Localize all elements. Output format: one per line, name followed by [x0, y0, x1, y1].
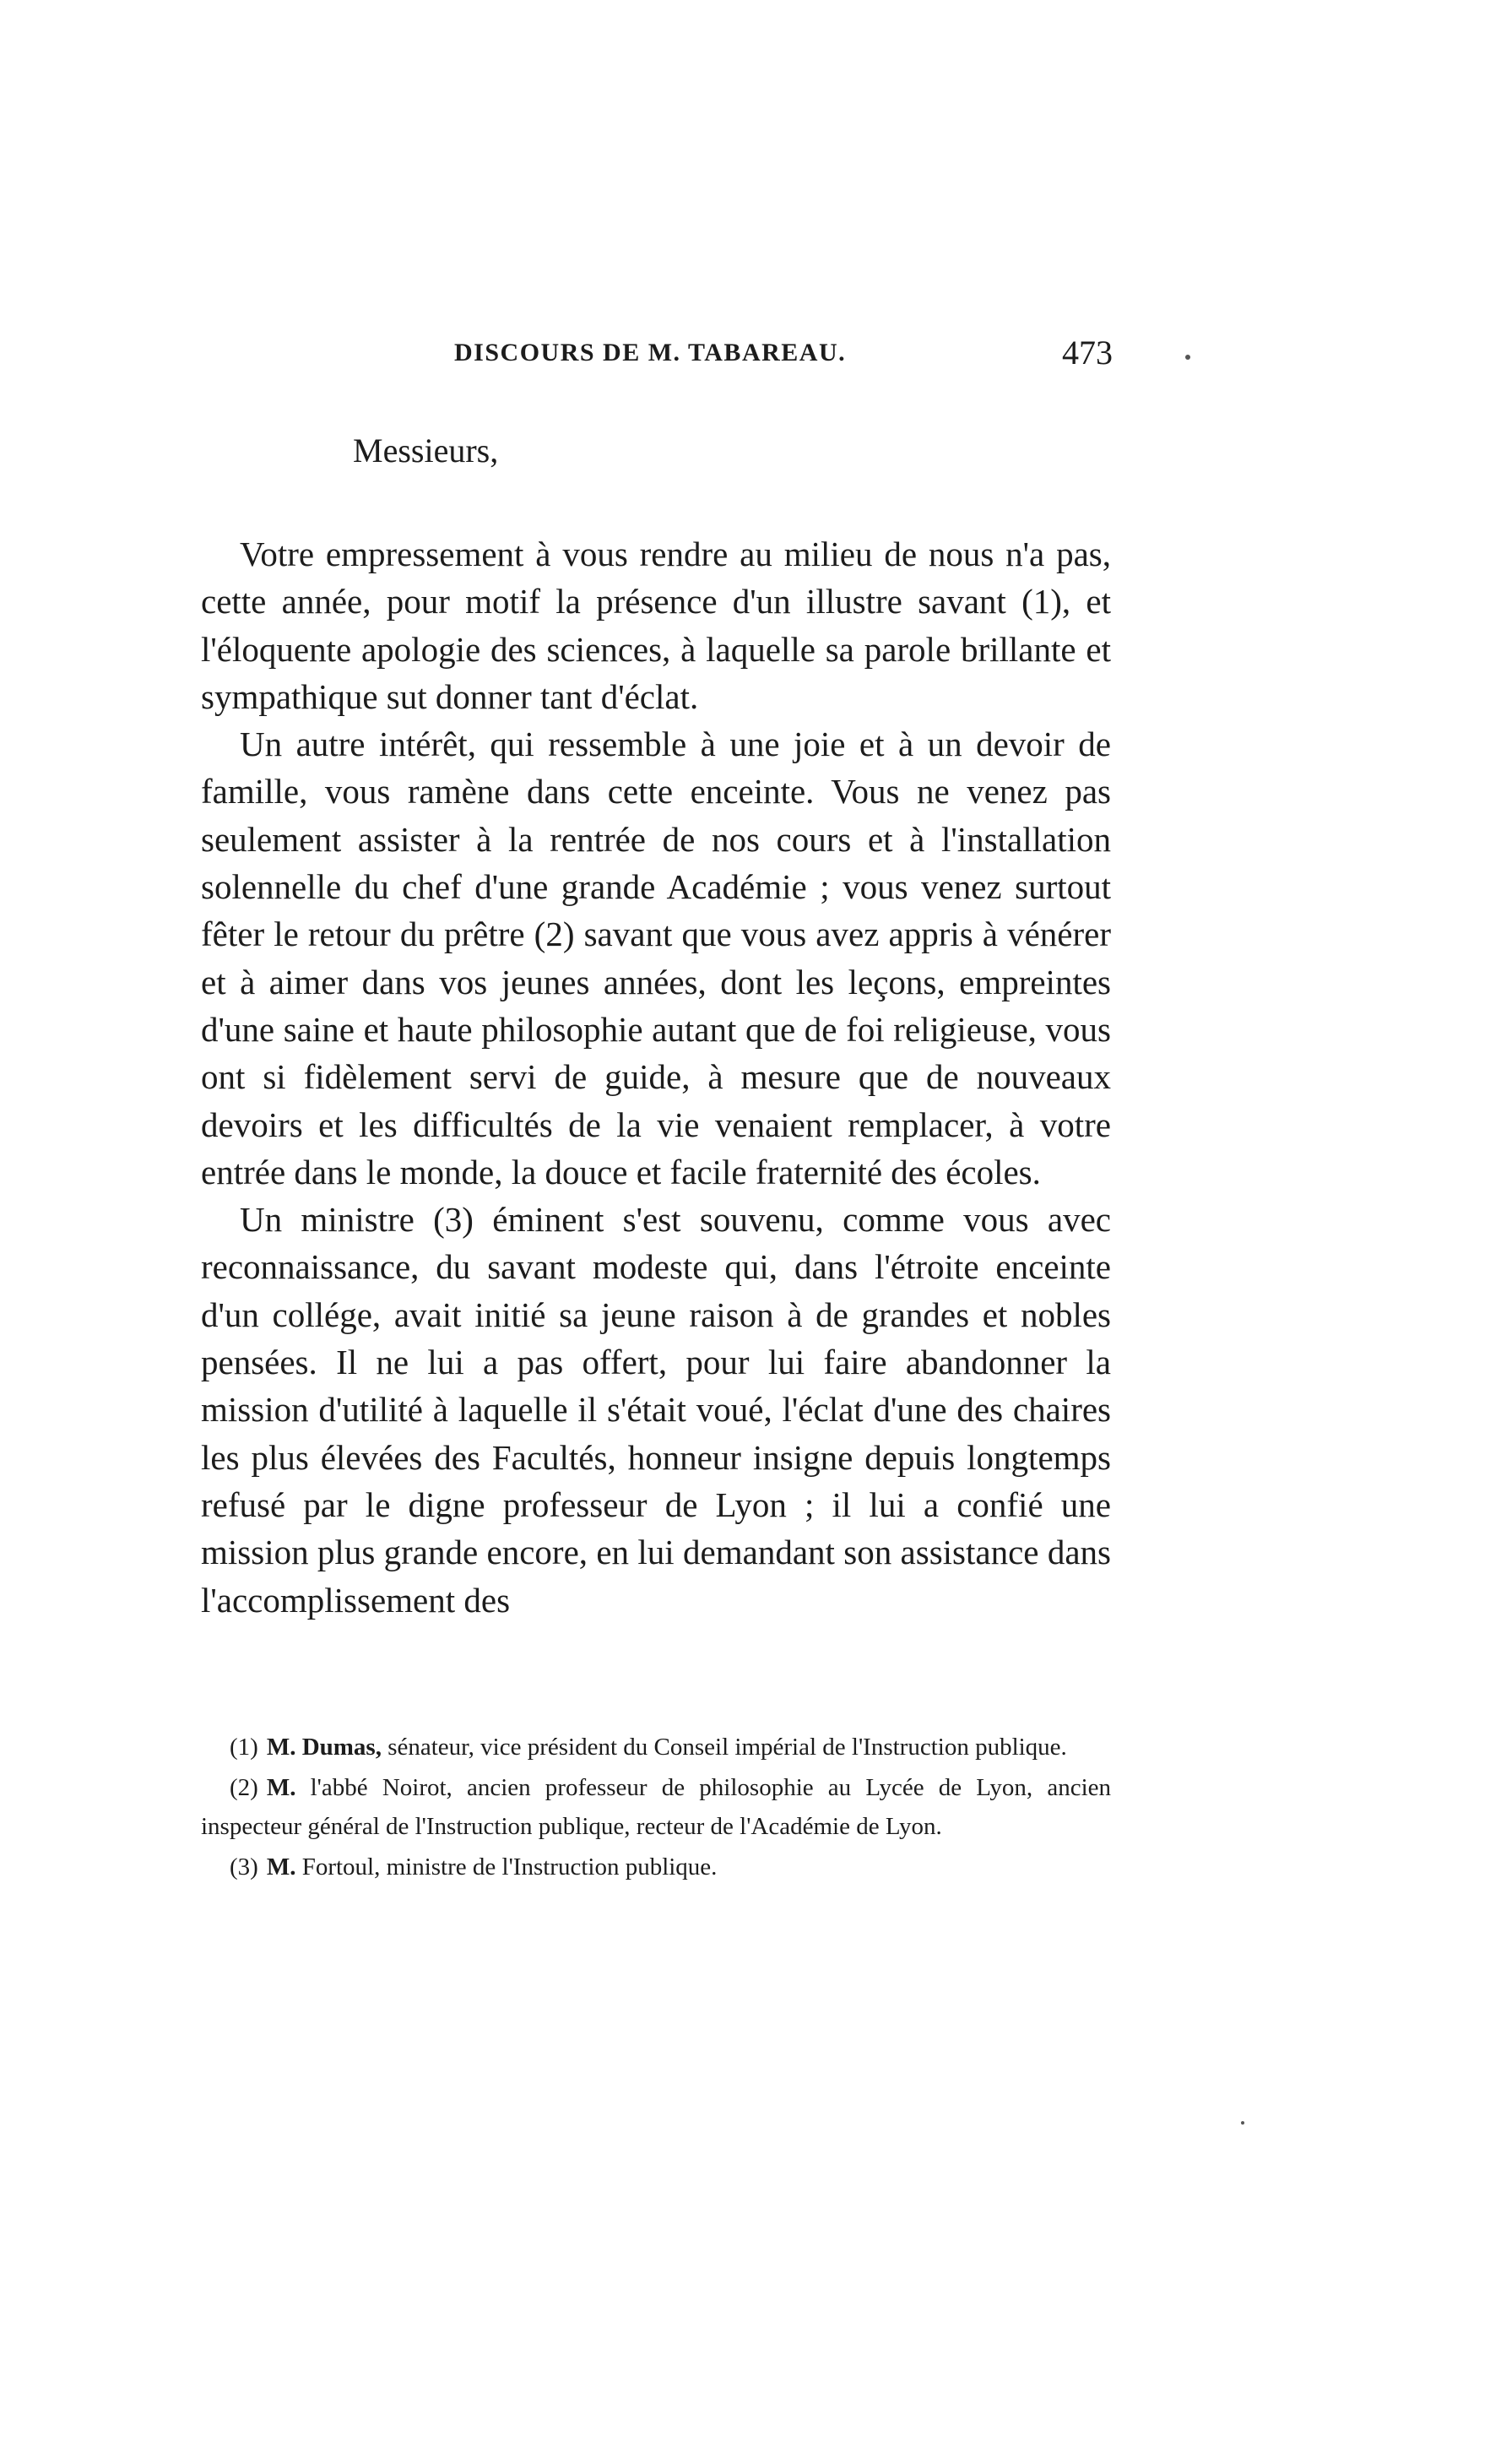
running-head: [454, 331, 1113, 375]
footnote-name: M.: [266, 1853, 296, 1881]
footnote-number: (1): [230, 1734, 258, 1761]
footnote-text: sénateur, vice président du Conseil impérial de l'Instruction publique.: [387, 1734, 1067, 1761]
running-title: DISCOURS DE M. TABAREAU.: [454, 339, 847, 366]
footnote-2: [201, 1768, 1111, 1846]
paragraph-2: Un autre intérêt, qui ressemble à une joie et à un devoir de famille, vous ramène dans cette enceinte. Vous ne venez pas seulement assister à la rentrée de nos cours et à l'installation solennelle du chef d'une grande Académie ; vous venez surtout fêter le retour du prêtre (2) savant que vous avez appris à vénérer et à aimer dans vos jeunes années, dont les leçons, empreintes d'une saine et haute philosophie autant que de foi religieuse, vous ont si fidèlement servi de guide, à mesure que de nouveaux devoirs et les difficultés de la vie venaient remplacer, à votre entrée dans le monde, la douce et facile fraternité des écoles.: [201, 725, 1111, 1191]
paragraph-1: Votre empressement à vous rendre au milieu de nous n'a pas, cette année, pour motif la présence d'un illustre savant (1), et l'éloquente apologie des sciences, à laquelle sa parole brillante et sympathique sut donner tant d'éclat.: [201, 535, 1111, 716]
footnote-number: (2): [230, 1774, 258, 1801]
footnote-number: (3): [230, 1853, 258, 1881]
page-number: 473: [1062, 334, 1113, 372]
footnote-name: M. Dumas,: [266, 1734, 382, 1761]
footnote-1: [201, 1728, 1111, 1767]
footnote-name: M.: [266, 1774, 296, 1801]
footnotes: [201, 1728, 1111, 1888]
salutation: Messieurs,: [353, 431, 499, 469]
print-speck: [1241, 2121, 1244, 2125]
body-text: [201, 530, 1111, 1624]
footnote-3: [201, 1848, 1111, 1886]
print-speck: [1185, 355, 1190, 360]
footnote-text: l'abbé Noirot, ancien professeur de philosophie au Lycée de Lyon, ancien inspecteur général de l'Instruction publique, recteur de l'Académie de Lyon.: [201, 1774, 1111, 1840]
paragraph-3: Un ministre (3) éminent s'est souvenu, comme vous avec reconnaissance, du savant modeste qui, dans l'étroite enceinte d'un collége, avait initié sa jeune raison à de grandes et nobles pensées. Il ne lui a pas offert, pour lui faire abandonner la mission d'utilité à laquelle il s'était voué, l'éclat d'une des chaires les plus élevées des Facultés, honneur insigne depuis longtemps refusé par le digne professeur de Lyon ; il lui a confié une mission plus grande encore, en lui demandant son assistance dans l'accomplissement des: [201, 1200, 1111, 1620]
footnote-text: Fortoul, ministre de l'Instruction publique.: [301, 1853, 718, 1881]
